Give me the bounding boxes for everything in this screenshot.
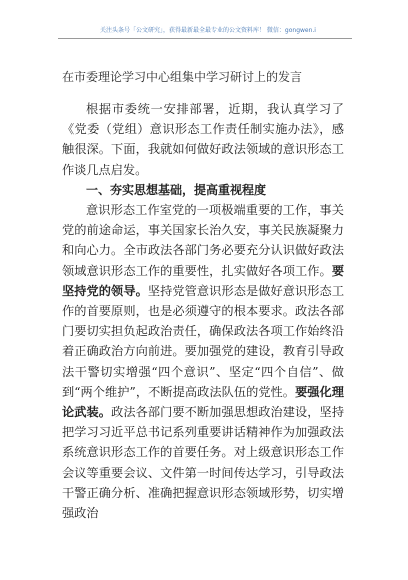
paragraph-text: 政法各部门要不断加强思想政治建设，坚持把学习习近平总书记系列重要讲话精神作为加强政法系统意识形态工作的首要任务。对上级意识形态工作会议等重要会议、文件第一时间传达学习，引导政法干警正确分析、准确把握意识形态领域形势，切实增强政治: [62, 405, 345, 521]
bold-lead-in: 要强化理论武装。: [62, 384, 344, 420]
header-banner[interactable]: 关注头条号「公文研究」，获得最新最全最专业的公文资料库！ 微信：gongwen.i: [100, 27, 316, 34]
document-body: [62, 99, 344, 523]
body-paragraph: [62, 200, 344, 523]
bold-lead-in: 要坚持党的领导。: [62, 263, 344, 298]
header-divider: [58, 38, 352, 39]
section-paragraph: [62, 180, 344, 200]
document-title: 在市委理论学习中心组集中学习研讨上的发言: [62, 70, 303, 84]
intro-paragraph: 根据市委统一安排部署，近期，我认真学习了《党委（党组）意识形态工作责任制实施办法》，感触很深。下面，我就如何做好政法领域的意识形态工作谈几点启发。: [62, 102, 344, 177]
paragraph-text: 坚持党管意识形态是做好意识形态工作的首要原则，也是必须遵守的根本要求。政法各部门要切实担负起政治责任，确保政法各项工作始终沿着正确政治方向前进。要加强党的建设，教育引导政法干警切实增强“四个意识”、坚定“四个自信”、做到“两个维护”，不断提高政法队伍的党性。: [62, 283, 345, 399]
section-heading: 一、夯实思想基础，提高重视程度: [86, 182, 267, 197]
paragraph-text: 意识形态工作室党的一项极端重要的工作，事关党的前途命运，事关国家长治久安，事关民族凝聚力和向心力。全市政法各部门务必要充分认识做好政法领域意识形态工作的重要性，扎实做好各项工作。: [62, 203, 344, 278]
